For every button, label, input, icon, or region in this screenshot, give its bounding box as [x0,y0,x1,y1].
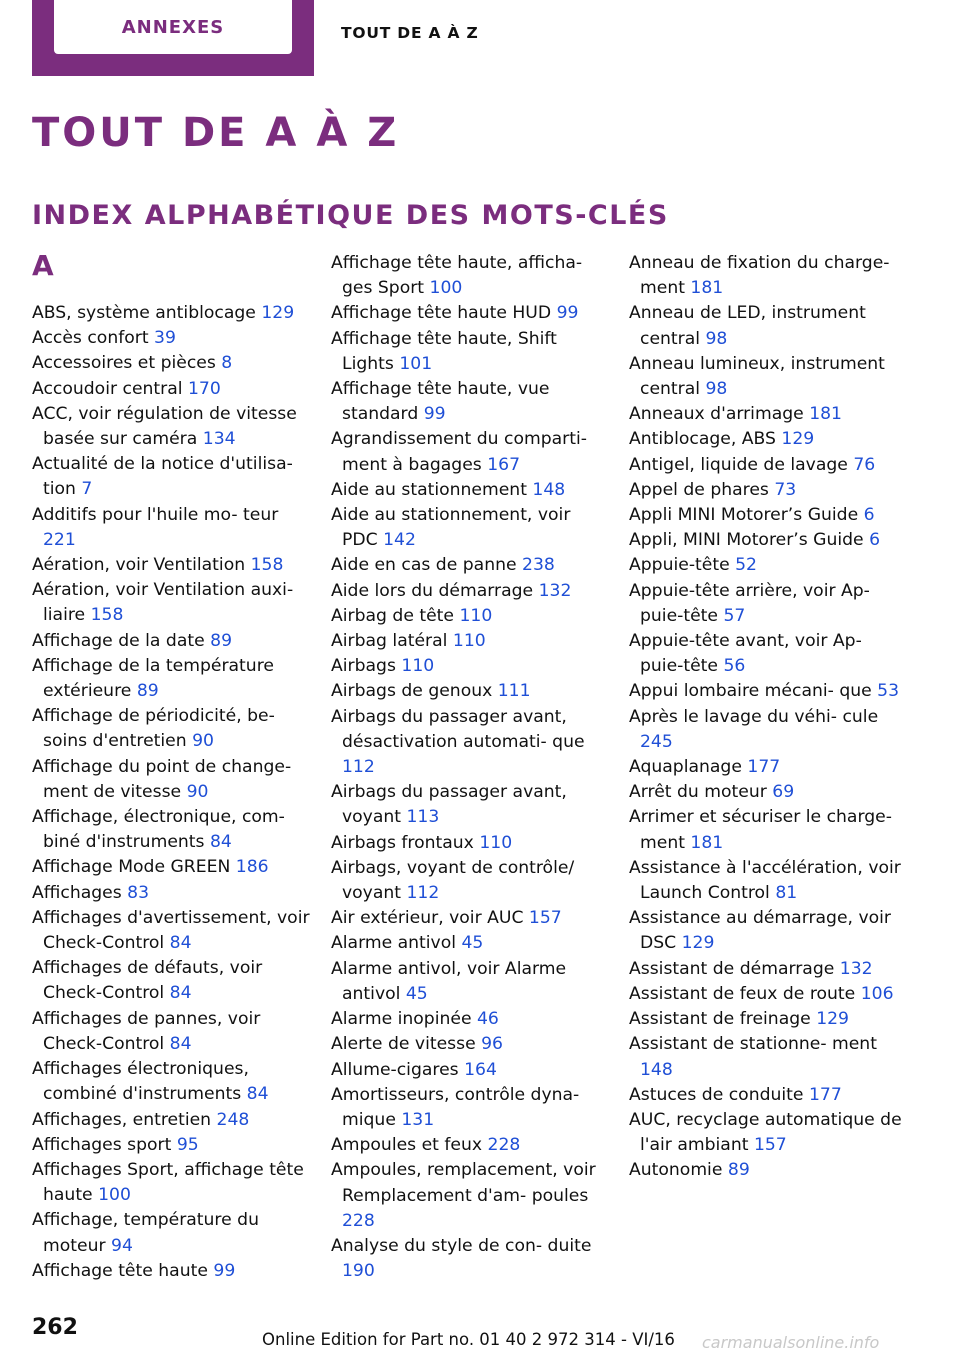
index-entry-text: Antiblocage, ABS [629,429,776,450]
index-entry [32,1158,312,1208]
index-entry-text: Affichage Mode GREEN [32,857,231,878]
index-column-1 [32,251,312,1284]
index-entry-page-link[interactable]: 46 [477,1009,499,1030]
index-entry-text: Affichages, entretien [32,1109,212,1130]
index-entry [629,301,909,351]
index-entry-page-link[interactable]: 177 [808,1084,842,1105]
index-entry-page-link[interactable]: 112 [342,757,375,778]
index-entry-page-link[interactable]: 6 [869,530,881,551]
index-entry-page-link[interactable]: 158 [250,555,284,576]
index-entry-text: Airbags, voyant de contrôle/ voyant [331,857,575,904]
index-entry [629,629,909,679]
index-entry [629,906,909,956]
index-entry-text: Astuces de conduite [629,1084,804,1105]
index-entry [629,982,909,1007]
index-entry-text: Appuie-tête [629,555,730,576]
index-entry-page-link[interactable]: 228 [342,1210,375,1231]
index-entry-text: Affichages [32,882,122,903]
index-entry [331,679,611,704]
index-entry-page-link[interactable]: 142 [383,530,416,551]
header-tab-annexes [32,0,314,76]
index-entry-text: Additifs pour l'huile mo- teur [32,504,279,525]
index-entry-page-link[interactable]: 167 [487,454,521,475]
index-entry [32,377,312,402]
index-entry-text: AUC, recyclage automatique de l'air ambiant [629,1109,902,1156]
index-entry-text: Airbags du passager avant, voyant [331,782,567,828]
index-entry-page-link[interactable]: 170 [188,378,221,399]
index-entry-text: Aquaplanage [629,757,742,778]
index-entry-page-link[interactable]: 148 [532,479,566,500]
index-entry [331,856,611,906]
index-entry-text: Affichage, température du moteur [32,1210,259,1256]
index-entry-text: Assistant de démarrage [629,958,835,979]
index-entry-text: Alarme inopinée [331,1009,472,1030]
index-entry-page-link[interactable]: 94 [111,1235,133,1256]
index-entry [331,1133,611,1158]
index-letter-heading: A [32,249,54,282]
index-entry-page-link[interactable]: 6 [863,505,875,526]
index-entry-text: Agrandissement du comparti- ment à bagages [331,429,587,475]
index-entry [32,326,312,351]
index-entry-page-link[interactable]: 101 [399,353,433,374]
index-entry-page-link[interactable]: 157 [528,908,562,929]
index-entry-page-link[interactable]: 129 [781,429,815,450]
index-entry [331,1058,611,1083]
index-entry-page-link[interactable]: 190 [342,1261,375,1282]
index-entry-page-link[interactable]: 98 [705,379,728,400]
index-entry-page-link[interactable]: 110 [459,605,493,626]
index-entry [629,805,909,855]
index-entry-page-link[interactable]: 181 [690,832,724,853]
index-entry [629,1007,909,1032]
index-entry [331,1234,611,1284]
index-entry [629,1108,909,1158]
index-entry [32,1007,312,1057]
index-entry-text: Arrêt du moteur [629,782,767,803]
index-entry-text: Affichages de pannes, voir Check-Control [32,1008,261,1054]
index-entry-text: Aération, voir Ventilation auxi- liaire [32,580,294,626]
index-entry-page-link[interactable]: 39 [154,328,176,349]
index-entry [32,881,312,906]
index-entry-text: ACC, voir régulation de vitesse basée sur caméra [32,403,297,450]
index-entry-page-link[interactable]: 7 [81,479,93,500]
index-entry [629,1083,909,1108]
index-entry-page-link[interactable]: 238 [522,555,555,576]
index-entry [629,1158,909,1183]
index-entry-text: Ampoules, remplacement, voir Remplacement d'am- poules [331,1160,596,1206]
index-entry [331,503,611,553]
index-entries-col2 [331,251,611,1284]
index-entry [32,704,312,754]
page-subtitle: INDEX ALPHABÉTIQUE DES MOTS-CLÉS [32,200,669,231]
index-entry-text: Airbags du passager avant, désactivation automati- que [331,706,585,752]
index-entry-page-link[interactable]: 84 [246,1084,269,1105]
index-entry-text: Appui lombaire mécani- que [629,681,872,702]
index-entry-text: Affichages d'avertissement, voir Check-Control [32,907,310,954]
index-entry [629,856,909,906]
index-entry-page-link[interactable]: 45 [405,983,428,1004]
index-entry-page-link[interactable]: 129 [261,303,295,323]
index-entry [32,956,312,1006]
index-entry-page-link[interactable]: 129 [681,933,715,954]
index-entry [629,579,909,629]
index-entry-text: Affichage de la date [32,630,205,651]
index-entry-text: Aide lors du démarrage [331,580,534,601]
index-entry [629,427,909,452]
index-entry-page-link[interactable]: 134 [202,429,236,450]
index-entry [32,805,312,855]
index-entry [629,251,909,301]
page-number: 262 [32,1315,78,1340]
index-entry [32,402,312,452]
index-entry [629,528,909,553]
index-entry-text: Actualité de la notice d'utilisa- tion [32,454,293,500]
index-entry [32,1108,312,1133]
index-entry [331,1007,611,1032]
index-entry-text: Assistant de freinage [629,1009,811,1030]
index-entry-page-link[interactable]: 83 [127,882,150,903]
index-entry-page-link[interactable]: 100 [429,278,463,299]
index-entry [331,654,611,679]
index-entry-page-link[interactable]: 181 [690,278,724,299]
index-entry-text: Airbags [331,656,396,677]
index-entry-text: Affichage tête haute [32,1260,208,1281]
index-entry-text: Affichages Sport, affichage tête haute [32,1159,304,1206]
index-entry-page-link[interactable]: 112 [406,883,440,904]
index-entry-text: Accoudoir central [32,378,183,399]
index-entry-page-link[interactable]: 132 [538,580,572,601]
index-entry-text: Affichages électroniques, combiné d'instruments [32,1059,249,1105]
index-entry [32,629,312,654]
index-entry-text: Assistant de feux de route [629,983,856,1004]
index-entry [331,957,611,1007]
index-entry [331,705,611,781]
index-entry-page-link[interactable]: 73 [774,479,797,500]
index-entry [629,705,909,755]
index-entry-text: Affichages de défauts, voir Check-Control [32,958,263,1004]
index-entry [32,503,312,553]
index-entry [32,301,312,326]
index-entry-text: Airbags frontaux [331,832,474,853]
index-entry-page-link[interactable]: 131 [401,1109,435,1130]
index-entry [331,377,611,427]
index-entry-page-link[interactable]: 110 [452,631,486,652]
watermark: carmanualsonline.info [702,1333,880,1352]
index-entry [32,654,312,704]
index-entry [629,957,909,982]
index-entries-col3 [629,251,909,1184]
index-entry-text: Airbags de genoux [331,681,493,702]
index-entry-text: Anneau de fixation du charge- ment [629,253,890,299]
index-entry [629,352,909,402]
index-entry-text: Assistance à l'accélération, voir Launch Control [629,857,901,904]
edition-footer: Online Edition for Part no. 01 40 2 972 314 - VI/16 [262,1330,675,1349]
index-entry-text: Alarme antivol, voir Alarme antivol [331,958,567,1004]
index-entry-text: Appli, MINI Motorer’s Guide [629,530,864,551]
index-entry-text: Aide au stationnement [331,479,527,500]
index-entry-text: Affichage de la température extérieure [32,655,274,702]
index-entry [331,427,611,477]
index-entry-page-link[interactable]: 89 [727,1160,750,1181]
index-entry [32,452,312,502]
index-entry-page-link[interactable]: 132 [839,958,873,979]
index-entry-text: Allume-cigares [331,1059,459,1080]
index-entry-page-link[interactable]: 84 [169,933,192,954]
index-entry [331,831,611,856]
index-entry-text: Assistant de stationne- ment [629,1034,877,1055]
index-entry [331,629,611,654]
index-entry [331,478,611,503]
index-entry-page-link[interactable]: 129 [816,1009,849,1030]
index-entry [32,578,312,628]
index-entry [629,478,909,503]
index-column-3 [629,251,909,1184]
index-entry [331,301,611,326]
index-entry [629,679,909,704]
index-entry [629,553,909,578]
index-entry [32,351,312,376]
header-section-label: TOUT DE A À Z [341,24,479,42]
index-entry-text: Autonomie [629,1160,723,1181]
index-entry-page-link[interactable]: 110 [401,656,435,677]
index-entry-page-link[interactable]: 81 [775,883,798,904]
index-entry-page-link[interactable]: 45 [461,933,484,954]
index-entry-text: Ampoules et feux [331,1135,483,1156]
index-entry-page-link[interactable]: 248 [216,1109,250,1130]
index-entry [32,1133,312,1158]
index-entry-text: Aération, voir Ventilation [32,555,246,576]
index-entry [32,1208,312,1258]
index-entry-page-link[interactable]: 148 [640,1059,673,1080]
index-entry-page-link[interactable]: 90 [192,731,214,752]
index-column-2 [331,251,611,1284]
index-entry [331,327,611,377]
index-entry [629,503,909,528]
index-entry [32,1057,312,1107]
index-entry-text: Affichage tête haute HUD [331,303,552,324]
index-entry [331,553,611,578]
index-entry-page-link[interactable]: 57 [723,605,746,626]
index-entry [331,1158,611,1234]
index-entry-page-link[interactable]: 181 [809,404,842,425]
index-entry-page-link[interactable]: 53 [877,681,900,702]
index-entry-page-link[interactable]: 89 [136,681,159,702]
index-entry-text: Accessoires et pièces [32,353,216,374]
index-entry [331,931,611,956]
header-tab-annexes-label: ANNEXES [121,16,225,38]
index-entry-page-link[interactable]: 110 [479,832,513,853]
index-entry-page-link[interactable]: 99 [423,404,446,425]
index-entry [629,402,909,427]
index-entry-text: Air extérieur, voir AUC [331,908,524,929]
index-entry-page-link[interactable]: 56 [723,656,746,677]
index-entry-text: Aide au stationnement, voir PDC [331,505,571,551]
index-entry-text: Alerte de vitesse [331,1034,476,1055]
index-entry [331,780,611,830]
index-entry [32,1259,312,1284]
index-entry [32,553,312,578]
index-entry [331,1083,611,1133]
index-entry [331,579,611,604]
index-entry-page-link[interactable]: 98 [705,328,728,349]
index-entry-page-link[interactable]: 186 [235,857,269,878]
index-entry-page-link[interactable]: 164 [464,1059,497,1080]
index-entry [331,604,611,629]
index-entry [629,1032,909,1082]
index-entry-text: Anneau de LED, instrument central [629,303,866,349]
index-entry-text: Accès confort [32,328,149,349]
index-entry-text: Anneau lumineux, instrument central [629,353,885,400]
index-entry-text: Appuie-tête arrière, voir Ap- puie-tête [629,580,870,626]
index-entry-text: Analyse du style de con- duite [331,1235,592,1256]
index-entry-page-link[interactable]: 111 [497,681,531,702]
index-entry [32,906,312,956]
index-entry-page-link[interactable]: 99 [556,303,579,324]
index-entry-page-link[interactable]: 245 [640,731,673,752]
index-entry-text: Affichage du point de change- ment de vitesse [32,756,292,802]
index-entry-text: Anneaux d'arrimage [629,404,804,425]
index-entry-page-link[interactable]: 113 [406,807,440,828]
index-entry-page-link[interactable]: 69 [772,782,795,803]
index-entry-text: Appli MINI Motorer’s Guide [629,505,859,526]
index-entry-text: Affichage de périodicité, be- soins d'entretien [32,706,275,752]
index-entry-page-link[interactable]: 95 [176,1134,199,1155]
index-entry-page-link[interactable]: 177 [747,757,781,778]
index-entry-text: Affichage tête haute, vue standard [331,379,550,425]
index-entry-text: Aide en cas de panne [331,555,517,576]
index-entry-text: Appuie-tête avant, voir Ap- puie-tête [629,631,862,677]
index-entry-text: Après le lavage du véhi- cule [629,706,879,727]
index-entry-page-link[interactable]: 96 [481,1034,503,1055]
index-entry-text: Affichage tête haute, afficha- ges Sport [331,253,583,299]
index-entry-page-link[interactable]: 90 [186,781,209,802]
index-entry-page-link[interactable]: 89 [210,630,233,651]
index-entry [331,906,611,931]
index-entry-page-link[interactable]: 84 [209,832,232,853]
index-entry-text: Affichage tête haute, Shift Lights [331,328,557,374]
index-entry-text: Assistance au démarrage, voir DSC [629,908,892,954]
index-entry-page-link[interactable]: 106 [860,983,894,1004]
index-entry-text: Arrimer et sécuriser le charge- ment [629,807,892,853]
index-entry-page-link[interactable]: 221 [43,529,76,550]
index-entry-text: Affichage, électronique, com- biné d'instruments [32,807,285,853]
index-entry-text: Airbag latéral [331,631,448,652]
index-entry-text: Antigel, liquide de lavage [629,454,848,475]
index-entry [629,453,909,478]
index-entry-page-link[interactable]: 84 [169,983,192,1004]
index-entry-page-link[interactable]: 52 [735,555,757,576]
index-entry [32,855,312,880]
index-entry-text: Airbag de tête [331,605,454,626]
index-entry-page-link[interactable]: 158 [90,605,124,626]
index-entry [629,780,909,805]
index-entry-page-link[interactable]: 84 [169,1033,192,1054]
index-entry [331,1032,611,1057]
index-entry [629,755,909,780]
index-entry-text: Appel de phares [629,479,769,500]
index-entry-page-link[interactable]: 157 [753,1135,787,1156]
page-title: TOUT DE A À Z [32,110,400,156]
index-entry-page-link[interactable]: 100 [98,1185,131,1206]
index-entry-page-link[interactable]: 99 [213,1260,236,1281]
index-entry [331,251,611,301]
header-tab-annexes-inner [54,0,292,54]
index-entry-text: ABS, système antiblocage [32,303,256,323]
index-entry-text: Affichages sport [32,1134,172,1155]
index-entry-page-link[interactable]: 8 [221,353,233,374]
index-entry-page-link[interactable]: 76 [853,454,876,475]
index-entry-text: Alarme antivol [331,933,457,954]
index-entries-col1 [32,301,312,1284]
index-entry-text: Amortisseurs, contrôle dyna- mique [331,1084,580,1130]
index-entry-page-link[interactable]: 228 [487,1135,521,1156]
index-entry [32,755,312,805]
